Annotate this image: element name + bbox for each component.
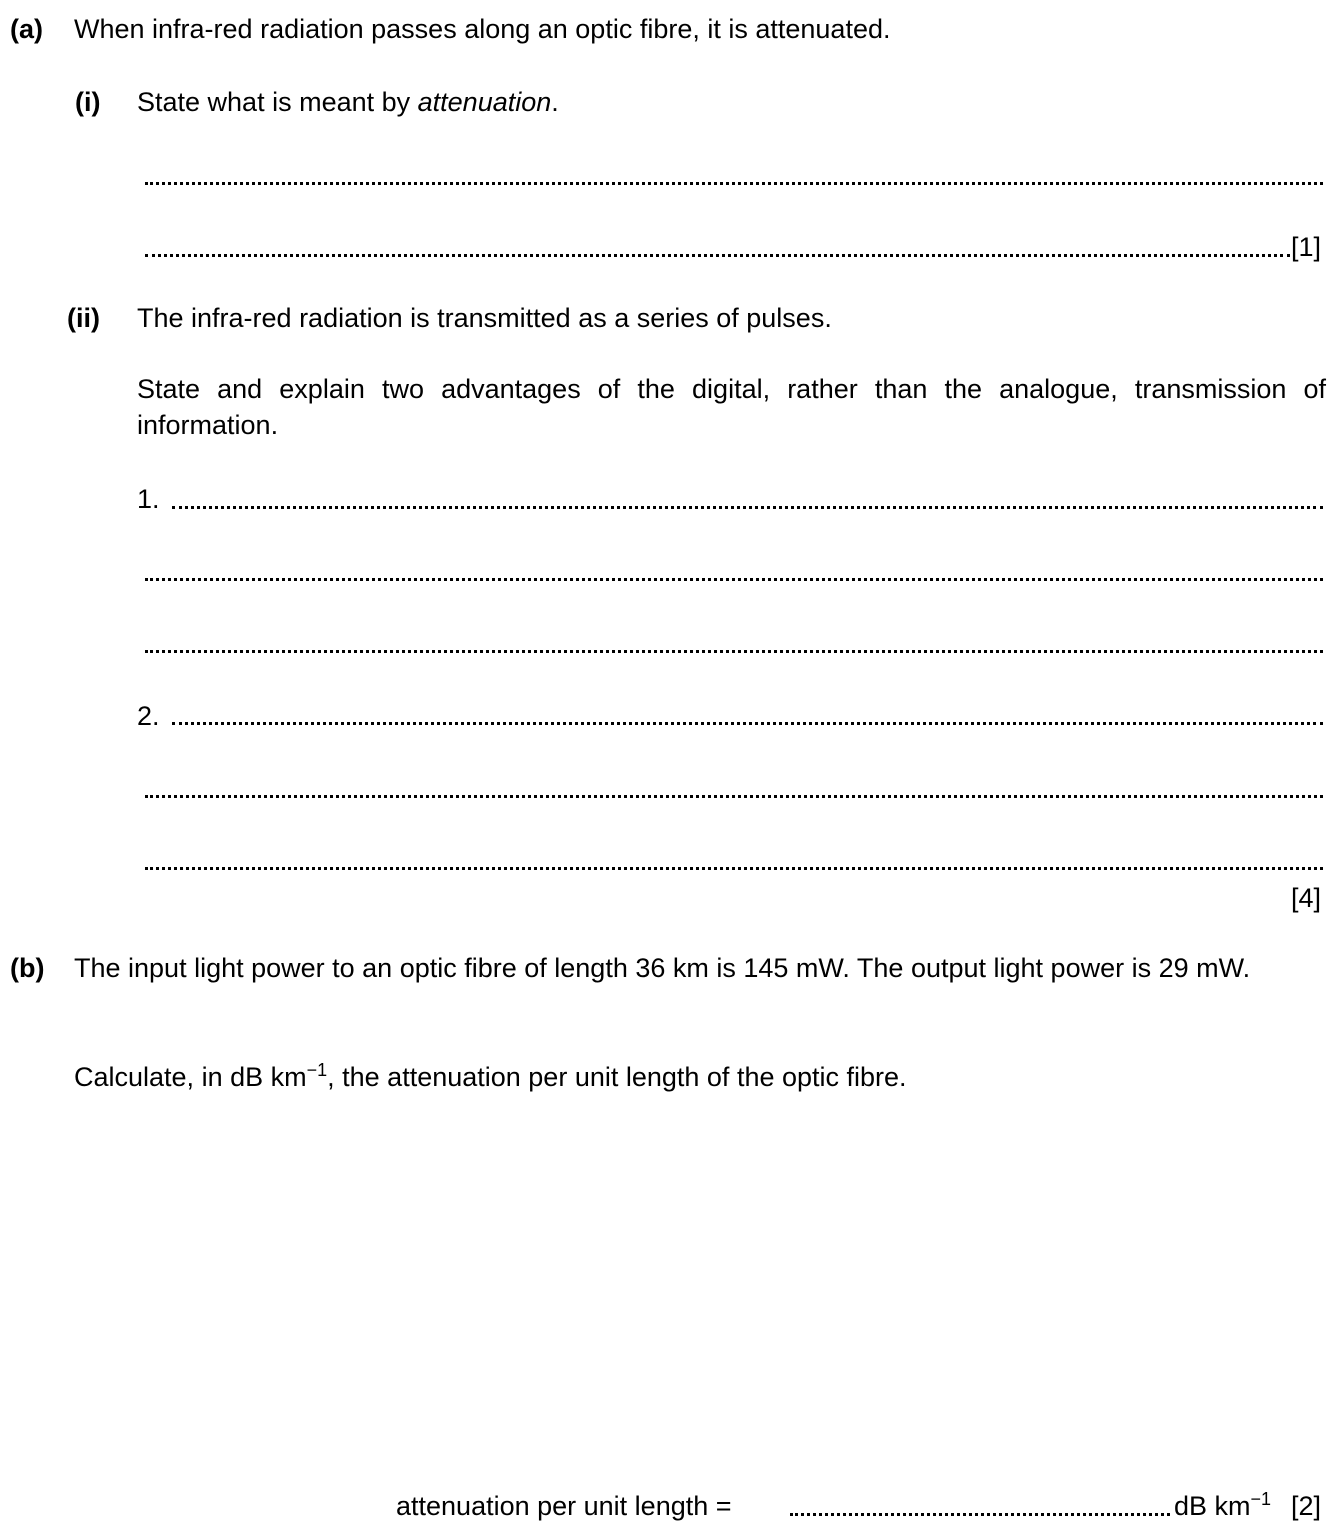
- part-a-ii-question: State and explain two advantages of the digital, rather than the analogue, transmission of information.: [137, 374, 1326, 440]
- answer-line-i-1[interactable]: [145, 182, 1323, 185]
- answer-line-ii-2b[interactable]: [145, 795, 1323, 798]
- part-a-question: When infra-red radiation passes along an optic fibre, it is attenuated.: [74, 14, 891, 44]
- part-a-ii-label: (ii): [67, 303, 100, 333]
- attenuation-term: attenuation: [417, 87, 552, 117]
- answer-line-ii-1b[interactable]: [145, 578, 1323, 581]
- answer-line-ii-1c[interactable]: [145, 650, 1323, 653]
- answer-label: attenuation per unit length =: [396, 1491, 732, 1521]
- part-b-statement: The input light power to an optic fibre of length 36 km is 145 mW. The output light power is 29 mW.: [74, 953, 1251, 983]
- answer-line-ii-2a[interactable]: [172, 722, 1323, 725]
- marks-ii: [4]: [1291, 883, 1322, 913]
- part-a-i-question: State what is meant by attenuation.: [137, 87, 559, 117]
- item-2-number: 2.: [137, 701, 160, 731]
- part-a-i-label: (i): [75, 87, 101, 117]
- item-1-number: 1.: [137, 484, 160, 514]
- answer-unit: dB $km^{-1}$: [1174, 1489, 1272, 1521]
- part-a-label: (a): [10, 14, 43, 44]
- answer-input-line[interactable]: [790, 1513, 1170, 1516]
- answer-line-ii-1a[interactable]: [172, 506, 1323, 509]
- answer-line-ii-2c[interactable]: [145, 867, 1323, 870]
- marks-i: [1]: [1291, 232, 1322, 262]
- part-b-label: (b): [10, 953, 45, 983]
- part-b-question: Calculate, in dB $km^{-1}$, the attenuation per unit length of the optic fibre.: [74, 1060, 907, 1092]
- part-a-ii-statement: The infra-red radiation is transmitted as a series of pulses.: [137, 303, 832, 333]
- marks-b: [2]: [1291, 1491, 1322, 1521]
- answer-line-i-2[interactable]: [145, 254, 1290, 257]
